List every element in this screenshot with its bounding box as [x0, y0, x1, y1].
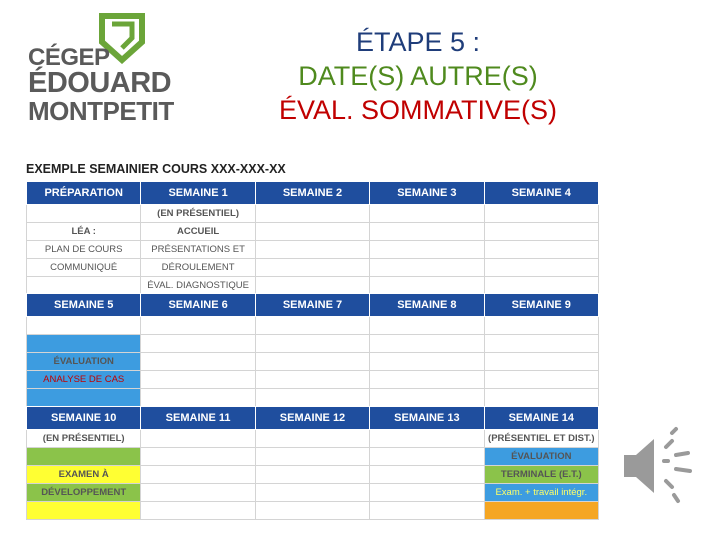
table-cell: [484, 223, 598, 241]
table-cell: [370, 389, 484, 407]
table-cell: COMMUNIQUÉ: [27, 259, 141, 277]
table-cell: [27, 389, 141, 407]
table-cell: [141, 502, 255, 520]
table-cell: [370, 205, 484, 223]
table-cell: ACCUEIL: [141, 223, 255, 241]
table-cell: ÉVALUATION: [484, 448, 598, 466]
table-cell: PLAN DE COURS: [27, 241, 141, 259]
logo-line-montpetit: MONTPETIT: [28, 96, 174, 126]
table-cell: (EN PRÉSENTIEL): [27, 430, 141, 448]
table-cell: [484, 389, 598, 407]
header-cell: SEMAINE 13: [370, 407, 484, 430]
table-cell: [141, 484, 255, 502]
table-cell: [370, 335, 484, 353]
table-cell: [255, 448, 369, 466]
header-cell: SEMAINE 11: [141, 407, 255, 430]
table-cell: [370, 448, 484, 466]
table-row: [27, 335, 599, 353]
header-cell: SEMAINE 14: [484, 407, 598, 430]
table-cell: [255, 371, 369, 389]
cegep-logo: [28, 10, 174, 126]
table-row: [27, 241, 599, 259]
table-cell: [484, 277, 598, 295]
table-title: EXEMPLE SEMAINIER COURS XXX-XXX-XX: [26, 162, 286, 176]
table-cell: [484, 205, 598, 223]
table-cell: [27, 502, 141, 520]
table-cell: [27, 317, 141, 335]
table-cell: [370, 259, 484, 277]
table-cell: ÉVAL. DIAGNOSTIQUE: [141, 277, 255, 295]
table-cell: [370, 371, 484, 389]
table-cell: (PRÉSENTIEL ET DIST.): [484, 430, 598, 448]
header-cell: SEMAINE 12: [255, 407, 369, 430]
table-row: [27, 353, 599, 371]
table-cell: [141, 448, 255, 466]
header-cell: SEMAINE 8: [370, 294, 484, 317]
schedule-block-3: [26, 406, 599, 520]
header-cell: SEMAINE 7: [255, 294, 369, 317]
table-row: [27, 205, 599, 223]
logo-line-edouard: ÉDOUARD: [28, 67, 172, 99]
table-cell: [255, 259, 369, 277]
table-cell: [484, 335, 598, 353]
header-row: [27, 182, 599, 205]
table-row: [27, 430, 599, 448]
table-row: [27, 317, 599, 335]
speaker-icon[interactable]: [620, 425, 702, 507]
table-cell: [141, 317, 255, 335]
header-cell: SEMAINE 6: [141, 294, 255, 317]
table-cell: [27, 205, 141, 223]
table-row: [27, 484, 599, 502]
table-cell: [27, 335, 141, 353]
table-cell: [370, 484, 484, 502]
table-row: [27, 466, 599, 484]
header-cell: SEMAINE 3: [370, 182, 484, 205]
table-cell: [370, 277, 484, 295]
table-row: [27, 277, 599, 295]
slide-title-step: ÉTAPE 5 :: [355, 27, 481, 57]
header-cell: SEMAINE 9: [484, 294, 598, 317]
table-cell: ANALYSE DE CAS: [27, 371, 141, 389]
table-cell: LÉA :: [27, 223, 141, 241]
header-cell: SEMAINE 1: [141, 182, 255, 205]
table-cell: [255, 223, 369, 241]
table-cell: [255, 205, 369, 223]
logo-line-cegep: CÉGEP: [28, 44, 110, 71]
table-cell: [370, 353, 484, 371]
table-cell: [141, 466, 255, 484]
schedule-block-2: [26, 293, 599, 407]
schedule-block-1: [26, 181, 599, 295]
table-cell: [141, 353, 255, 371]
table-cell: [255, 317, 369, 335]
table-cell: DÉROULEMENT: [141, 259, 255, 277]
table-cell: [255, 389, 369, 407]
table-cell: [484, 241, 598, 259]
table-cell: [141, 389, 255, 407]
table-cell: [370, 502, 484, 520]
table-cell: [27, 448, 141, 466]
table-cell: EXAMEN À: [27, 466, 141, 484]
table-cell: [484, 353, 598, 371]
table-cell: ÉVALUATION: [27, 353, 141, 371]
table-cell: [141, 430, 255, 448]
table-cell: [255, 466, 369, 484]
table-row: [27, 448, 599, 466]
table-cell: [370, 430, 484, 448]
table-row: [27, 371, 599, 389]
header-cell: SEMAINE 2: [255, 182, 369, 205]
table-cell: [255, 241, 369, 259]
table-cell: [255, 502, 369, 520]
table-cell: [370, 241, 484, 259]
table-cell: [370, 223, 484, 241]
table-cell: [255, 430, 369, 448]
table-cell: [370, 317, 484, 335]
header-cell: SEMAINE 10: [27, 407, 141, 430]
table-cell: [484, 502, 598, 520]
table-cell: [484, 259, 598, 277]
header-cell: SEMAINE 4: [484, 182, 598, 205]
table-cell: [255, 353, 369, 371]
slide-title-dates: DATE(S) AUTRE(S): [298, 61, 538, 91]
table-cell: [370, 466, 484, 484]
header-row: [27, 407, 599, 430]
table-row: [27, 259, 599, 277]
table-cell: Exam. + travail intégr.: [484, 484, 598, 502]
header-cell: SEMAINE 5: [27, 294, 141, 317]
table-cell: [255, 335, 369, 353]
table-cell: DÉVELOPPEMENT: [27, 484, 141, 502]
table-row: [27, 223, 599, 241]
table-row: [27, 389, 599, 407]
table-row: [27, 502, 599, 520]
table-cell: PRÉSENTATIONS ET: [141, 241, 255, 259]
table-cell: [27, 277, 141, 295]
table-cell: [255, 277, 369, 295]
header-cell: PRÉPARATION: [27, 182, 141, 205]
table-cell: [255, 484, 369, 502]
table-cell: [141, 335, 255, 353]
table-cell: [484, 371, 598, 389]
table-cell: [484, 317, 598, 335]
header-row: [27, 294, 599, 317]
table-cell: TERMINALE (E.T.): [484, 466, 598, 484]
table-cell: (EN PRÉSENTIEL): [141, 205, 255, 223]
slide-title-eval: ÉVAL. SOMMATIVE(S): [278, 95, 558, 125]
table-cell: [141, 371, 255, 389]
